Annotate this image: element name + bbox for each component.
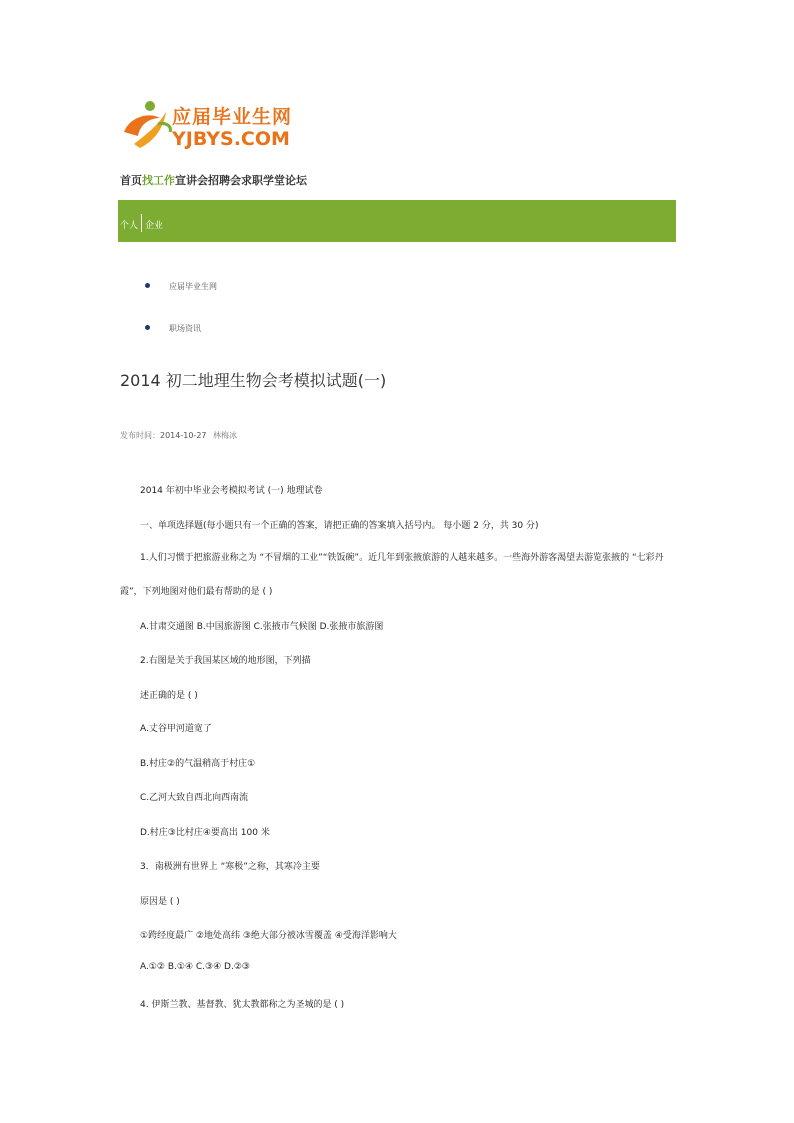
bullet-icon — [145, 283, 150, 288]
logo-name-cn: 应届毕业生网 — [172, 106, 293, 128]
content-line: 4. 伊斯兰教、基督教、犹太教都称之为圣城的是 ( ) — [140, 1000, 345, 1010]
nav-talks[interactable]: 宣讲会 — [175, 174, 208, 187]
nav-jobs[interactable]: 找工作 — [142, 174, 175, 187]
nav-forum[interactable]: 论坛 — [285, 174, 307, 187]
article-meta — [120, 430, 237, 441]
nav-school[interactable]: 学堂 — [263, 174, 285, 187]
bullet-icon — [145, 325, 150, 330]
category-bar — [118, 200, 676, 242]
content-line: ①跨经度最广 ②地处高纬 ③绝大部分被冰雪覆盖 ④受海洋影响大 — [140, 931, 397, 941]
content-line: 述正确的是 ( ) — [140, 691, 198, 701]
content-line: 一、单项选择题(每小题只有一个正确的答案，请把正确的答案填入括号内。 每小题 2 分，共 30 分) — [140, 521, 539, 531]
tab-personal[interactable]: 个人 — [120, 221, 139, 231]
content-line: 2014 年初中毕业会考模拟考试 (一) 地理试卷 — [140, 486, 323, 496]
nav-fairs[interactable]: 招聘会 — [208, 174, 241, 187]
breadcrumb-label: 应届毕业生网 — [169, 282, 217, 291]
breadcrumb-label: 职场资讯 — [169, 324, 201, 333]
meta-author: 林梅冰 — [213, 431, 238, 440]
content-line: D.村庄③比村庄④要高出 100 米 — [140, 828, 270, 838]
content-line: 2.右图是关于我国某区域的地形图，下列描 — [140, 656, 311, 666]
content-line: 3．南极洲有世界上 “寒极”之称，其寒冷主要 — [140, 862, 320, 872]
article-title: 2014 初二地理生物会考模拟试题(一) — [120, 371, 387, 390]
content-line: C.乙河大致自西北向西南流 — [140, 793, 249, 803]
content-line: A.①② B.①④ C.③④ D.②③ — [140, 962, 250, 972]
content-line: A.甘肃交通图 B.中国旅游图 C.张掖市气候图 D.张掖市旅游图 — [140, 622, 384, 632]
meta-label: 发布时间： — [120, 431, 160, 440]
nav-home[interactable]: 首页 — [120, 174, 142, 187]
logo-name-en: YJBYS.COM — [172, 128, 290, 150]
tab-enterprise[interactable]: 企业 — [145, 221, 164, 231]
site-logo[interactable] — [120, 96, 316, 156]
content-line: B.村庄②的气温稍高于村庄① — [140, 759, 256, 769]
content-line: 1.人们习惯于把旅游业称之为 “不冒烟的工业”“铁饭碗”。近几年到张掖旅游的人越来越多。一些海外游客渴望去游览张掖的 “七彩丹 — [140, 553, 664, 563]
content-line: 霞”，下列地图对他们最有帮助的是 ( ) — [120, 587, 273, 597]
content-line: 原因是 ( ) — [140, 897, 180, 907]
nav-jobseek[interactable]: 求职 — [241, 174, 263, 187]
meta-date: 2014-10-27 — [160, 431, 207, 440]
tab-divider — [141, 214, 142, 232]
top-nav — [120, 172, 307, 188]
content-line: A.丈谷甲河道宽了 — [140, 724, 212, 734]
